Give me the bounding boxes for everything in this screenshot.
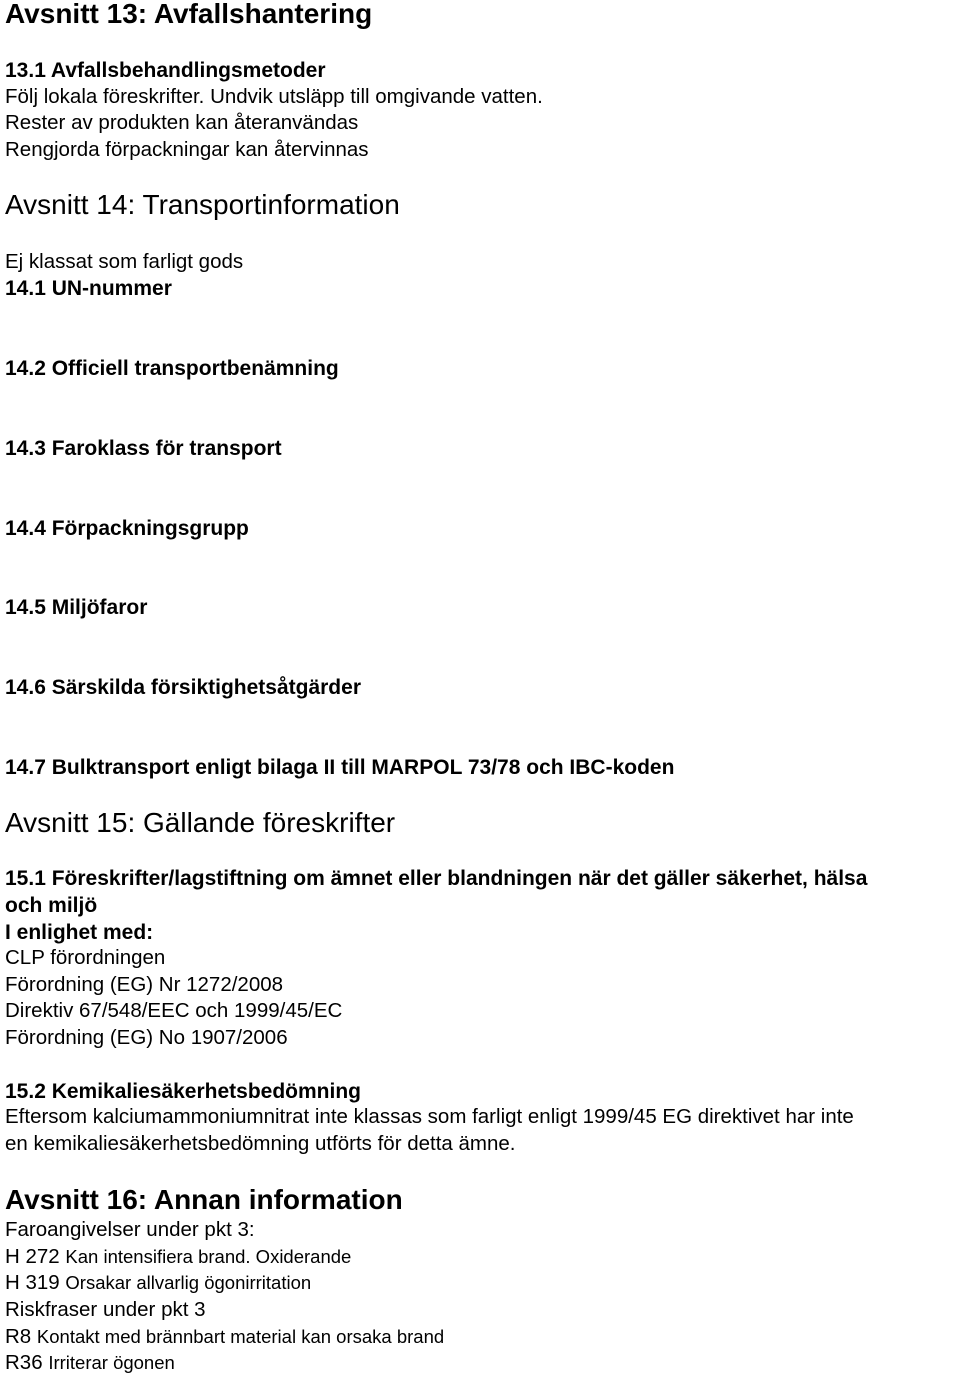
- section-13-1-heading: 13.1 Avfallsbehandlingsmetoder: [5, 59, 326, 82]
- regulation-item: Direktiv 67/548/EEC och 1999/45/EC: [5, 999, 343, 1022]
- risk-code: R36: [5, 1351, 43, 1374]
- section-14-note: Ej klassat som farligt gods: [5, 250, 244, 273]
- risk-phrases-heading: Riskfraser under pkt 3: [5, 1298, 206, 1321]
- hazard-code: H 272: [5, 1245, 60, 1268]
- hazard-text: Kan intensifiera brand. Oxiderande: [65, 1246, 352, 1267]
- section-14-item: 14.5 Miljöfaror: [5, 596, 148, 619]
- section-14-title: Avsnitt 14: Transportinformation: [5, 189, 400, 220]
- section-15-1-heading: 15.1 Föreskrifter/lagstiftning om ämnet eller blandningen när det gäller säkerhet, hälsa: [5, 867, 868, 890]
- section-15-title: Avsnitt 15: Gällande föreskrifter: [5, 807, 396, 838]
- section-15-2-heading: 15.2 Kemikaliesäkerhetsbedömning: [5, 1080, 361, 1103]
- section-14-item: 14.3 Faroklass för transport: [5, 437, 282, 460]
- hazard-statement: [5, 1273, 311, 1294]
- hazard-statements-heading: Faroangivelser under pkt 3:: [5, 1218, 255, 1241]
- hazard-code: H 319: [5, 1271, 60, 1294]
- section-13-line: Följ lokala föreskrifter. Undvik utsläpp till omgivande vatten.: [5, 85, 543, 108]
- regulation-item: Förordning (EG) No 1907/2006: [5, 1026, 288, 1049]
- regulation-item: Förordning (EG) Nr 1272/2008: [5, 973, 284, 996]
- section-15-2-text: Eftersom kalciumammoniumnitrat inte klassas som farligt enligt 1999/45 EG direktivet har inte: [5, 1105, 854, 1128]
- risk-text: Kontakt med brännbart material kan orsaka brand: [36, 1326, 445, 1347]
- section-15-1-heading-cont: och miljö: [5, 894, 98, 917]
- section-14-item: 14.1 UN-nummer: [5, 277, 172, 300]
- hazard-statement: [5, 1247, 351, 1268]
- section-14-item: 14.6 Särskilda försiktighetsåtgärder: [5, 676, 361, 699]
- section-14-item: 14.4 Förpackningsgrupp: [5, 517, 249, 540]
- accordance-label: I enlighet med:: [5, 921, 154, 944]
- section-13-title: Avsnitt 13: Avfallshantering: [5, 0, 373, 29]
- section-15-2-text: en kemikaliesäkerhetsbedömning utförts för detta ämne.: [5, 1132, 516, 1155]
- risk-phrase: [5, 1327, 444, 1348]
- section-13-line: Rester av produkten kan återanvändas: [5, 111, 359, 134]
- section-16-title: Avsnitt 16: Annan information: [5, 1184, 403, 1215]
- risk-phrase: [5, 1353, 175, 1374]
- section-13-line: Rengjorda förpackningar kan återvinnas: [5, 138, 369, 161]
- risk-code: R8: [5, 1325, 32, 1348]
- hazard-text: Orsakar allvarlig ögonirritation: [65, 1272, 312, 1293]
- section-14-item: 14.2 Officiell transportbenämning: [5, 357, 339, 380]
- section-14-item: 14.7 Bulktransport enligt bilaga II till MARPOL 73/78 och IBC-koden: [5, 756, 675, 779]
- regulation-item: CLP förordningen: [5, 946, 166, 969]
- risk-text: Irriterar ögonen: [48, 1352, 175, 1373]
